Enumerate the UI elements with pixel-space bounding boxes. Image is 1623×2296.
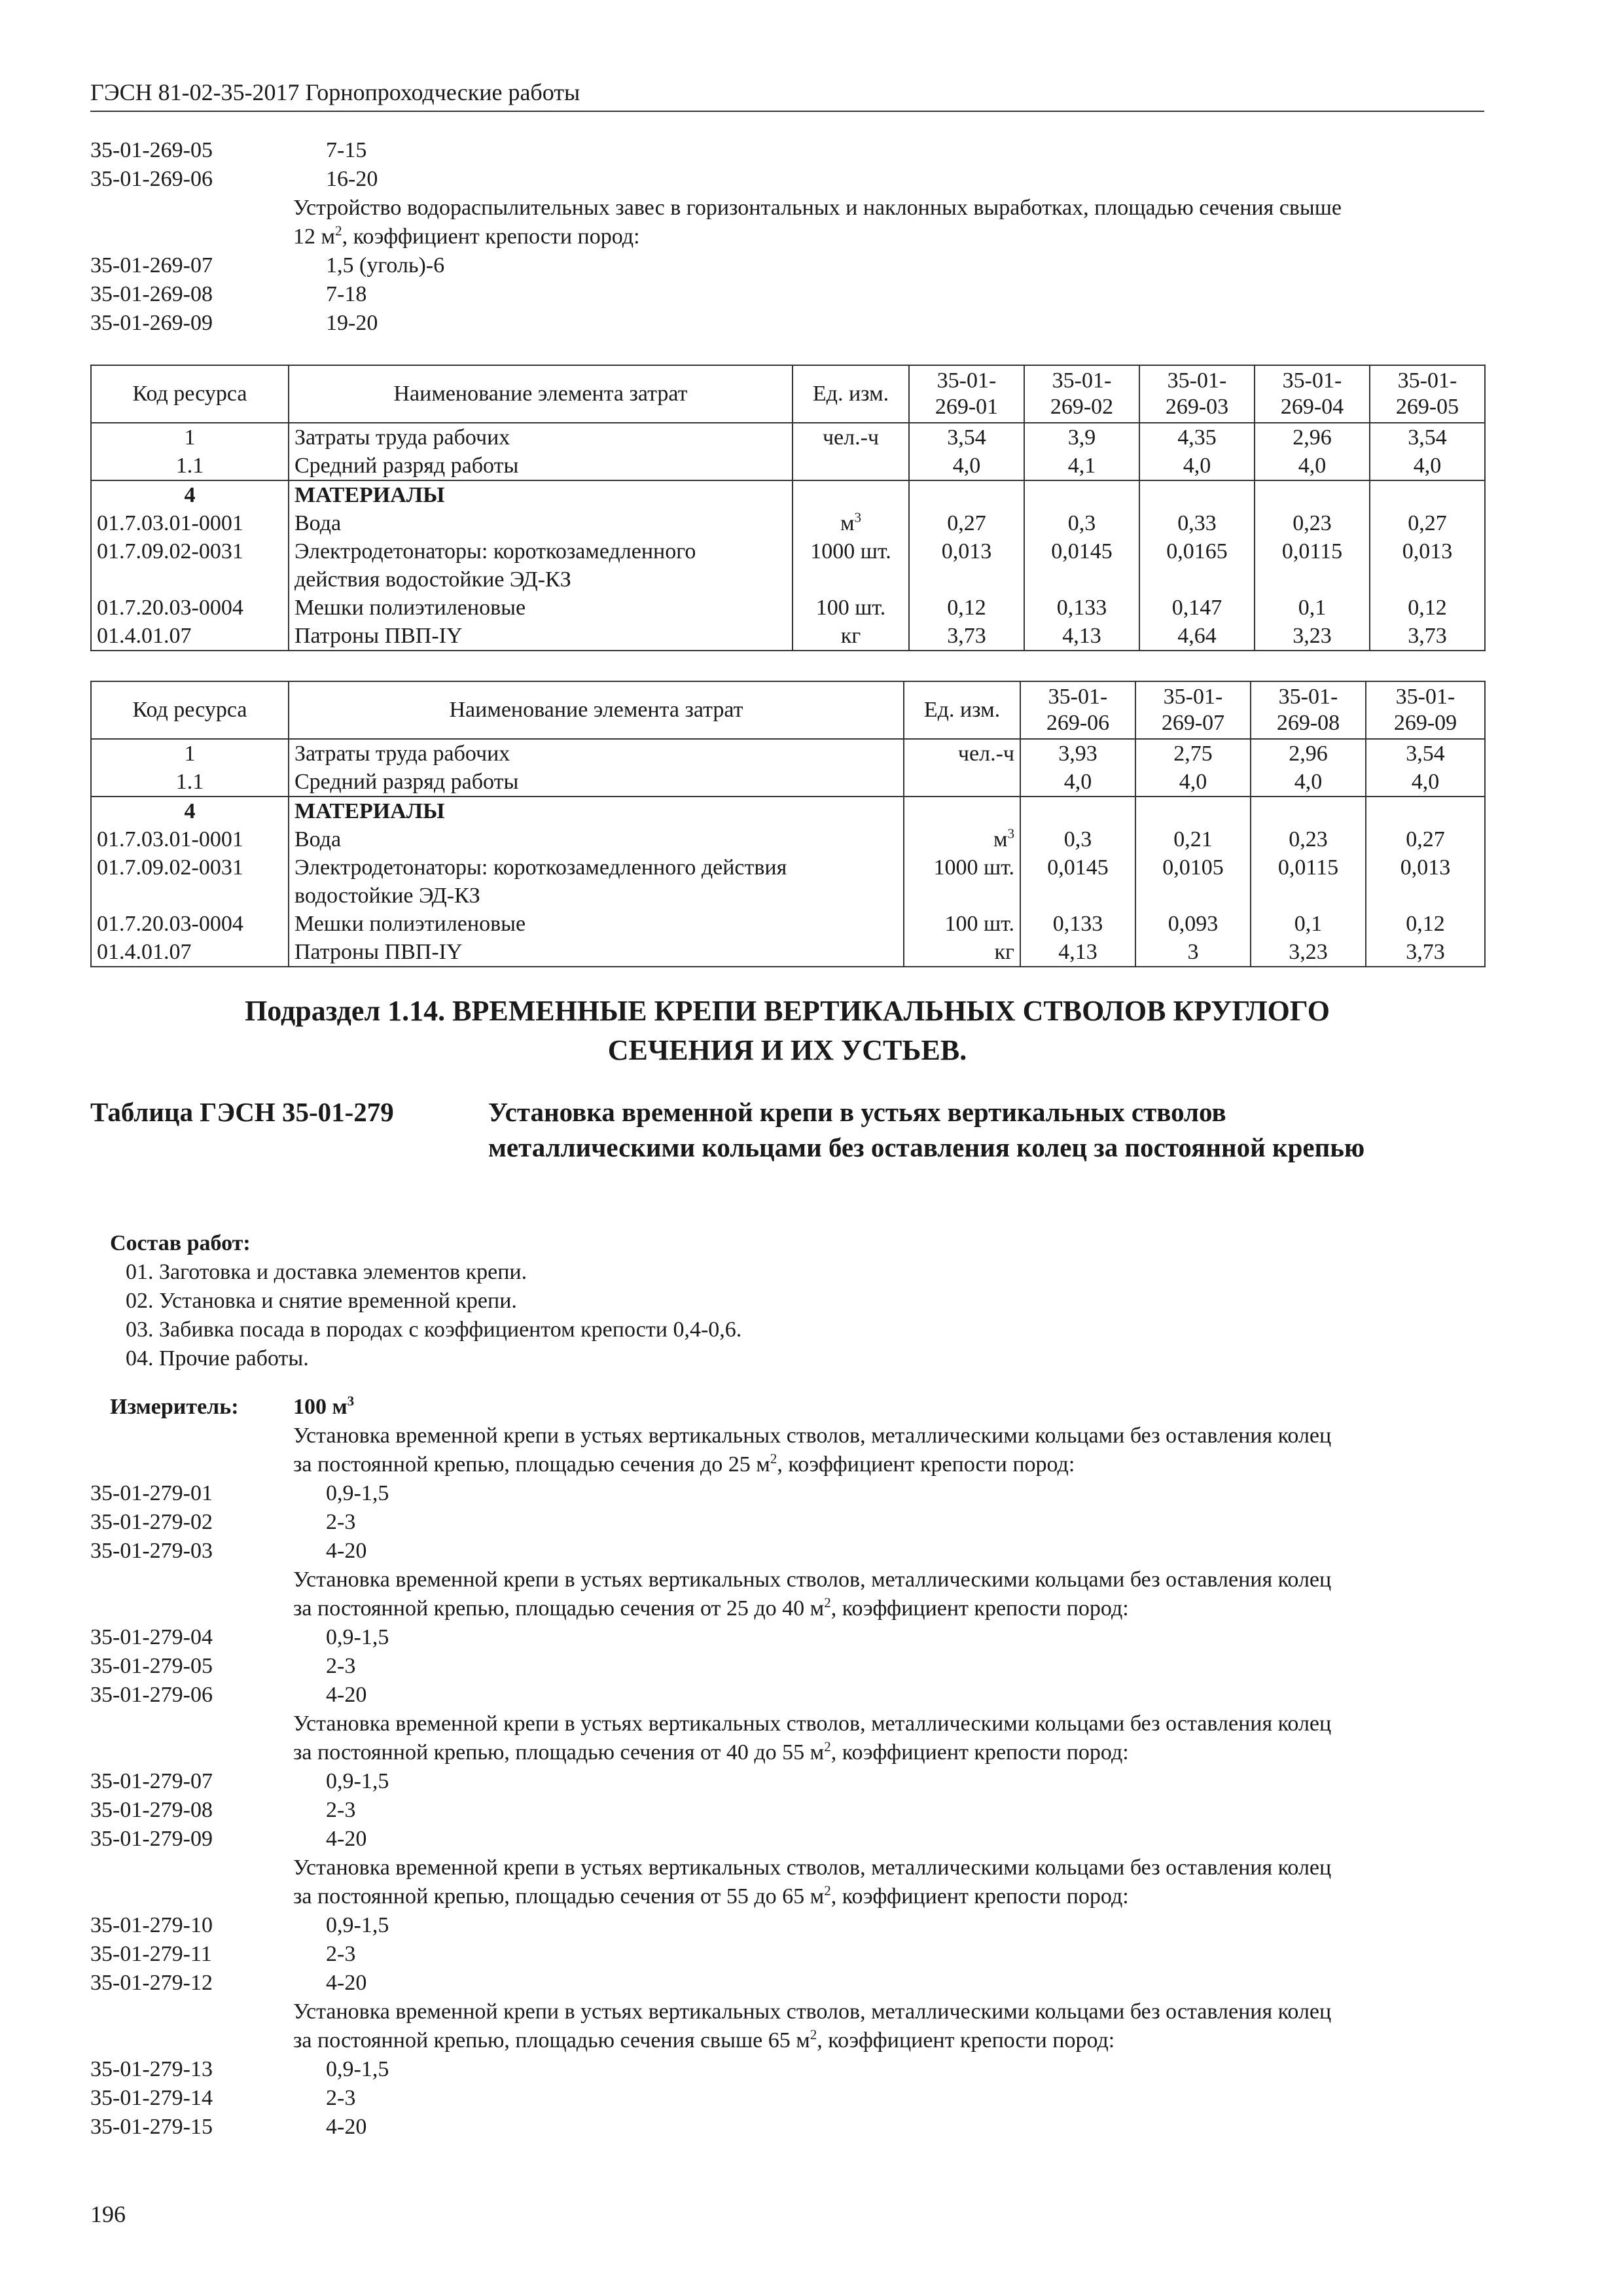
cell-value: 0,0115 xyxy=(1255,537,1370,565)
works-item: 03. Забивка посада в породах с коэффициентом крепости 0,4-0,6. xyxy=(126,1318,742,1342)
list-item xyxy=(90,2084,1484,2113)
cell-name: водостойкие ЭД-КЗ xyxy=(289,882,904,910)
header-norm xyxy=(1255,365,1370,423)
superscript: 3 xyxy=(854,509,862,526)
cell-name: Электродетонаторы: короткозамедленного действия xyxy=(289,853,904,882)
cell-value: 3,54 xyxy=(1370,423,1485,452)
cell-value: 4,0 xyxy=(1370,452,1485,480)
description-line: Устройство водораспылительных завес в горизонтальных и наклонных выработках, площадью сечения свыше xyxy=(293,196,1342,220)
norm-group xyxy=(90,1566,1484,1710)
header-norm-bottom: 269-07 xyxy=(1161,711,1225,735)
superscript: 3 xyxy=(347,1393,355,1409)
group-description xyxy=(90,1998,1484,2055)
cell-value: 0,1 xyxy=(1251,910,1366,938)
cell-code: 4 xyxy=(91,797,289,825)
header-norm xyxy=(1139,365,1255,423)
norm-value: 0,9-1,5 xyxy=(326,2056,389,2081)
superscript: 2 xyxy=(824,1594,831,1611)
norm-code: 35-01-279-13 xyxy=(90,2056,213,2081)
table-row xyxy=(91,739,1485,768)
cell-value: 0,27 xyxy=(909,509,1024,537)
norm-code: 35-01-279-07 xyxy=(90,1768,213,1793)
cell-code: 1 xyxy=(91,739,289,768)
norm-value: 2-3 xyxy=(326,1941,356,1966)
norm-group xyxy=(90,1422,1484,1566)
description-line xyxy=(293,1738,1484,1767)
description-line xyxy=(293,1882,1484,1911)
header-norm-bottom: 269-02 xyxy=(1050,395,1114,419)
norm-value: 2-3 xyxy=(326,1653,356,1678)
norm-group xyxy=(90,1998,1484,2142)
list-item xyxy=(90,1940,1484,1969)
header-norm-bottom: 269-08 xyxy=(1276,711,1340,735)
description-line xyxy=(293,1450,1484,1479)
norm-value: 2-3 xyxy=(326,1797,356,1822)
cell-unit xyxy=(793,452,909,480)
description-text: , коэффициент крепости пород: xyxy=(777,1452,1075,1477)
cell-value: 0,013 xyxy=(1366,853,1485,882)
works-composition xyxy=(110,1229,1419,1373)
cell-value: 4,0 xyxy=(909,452,1024,480)
measure-value xyxy=(293,1393,354,1422)
cell-value: 0,33 xyxy=(1139,509,1255,537)
top-code-list xyxy=(90,136,1484,338)
group-description xyxy=(90,1566,1484,1623)
section-heading xyxy=(90,992,1484,1070)
header-norm-bottom: 269-03 xyxy=(1165,395,1229,419)
cell-value: 4,0 xyxy=(1255,452,1370,480)
list-item xyxy=(90,251,1484,280)
header-title: ГЭСН 81-02-35-2017 Горнопроходческие работы xyxy=(90,79,580,105)
table-row xyxy=(91,853,1485,882)
cell-unit: 100 шт. xyxy=(904,910,1020,938)
cell-unit: 100 шт. xyxy=(793,594,909,622)
header-norm xyxy=(1251,681,1366,739)
cell-value: 4,1 xyxy=(1024,452,1139,480)
cell-value: 0,12 xyxy=(1370,594,1485,622)
cell-code: 1.1 xyxy=(91,452,289,480)
table-row xyxy=(91,910,1485,938)
norm-value: 4-20 xyxy=(326,1682,367,1707)
table-row xyxy=(91,622,1485,651)
cell-value: 3,9 xyxy=(1024,423,1139,452)
description-text: , коэффициент крепости пород: xyxy=(830,1596,1129,1621)
header-norm-top: 35-01- xyxy=(1395,685,1455,709)
norm-code: 35-01-279-06 xyxy=(90,1682,213,1707)
table-row xyxy=(91,565,1485,594)
cell-unit xyxy=(904,825,1020,853)
cell-code: 1 xyxy=(91,423,289,452)
superscript: 2 xyxy=(770,1450,777,1467)
cell-value: 0,133 xyxy=(1024,594,1139,622)
header-name: Наименование элемента затрат xyxy=(289,365,793,423)
resource-table-1 xyxy=(90,365,1486,651)
list-item xyxy=(90,1796,1484,1825)
cell-value: 0,1 xyxy=(1255,594,1370,622)
cell-value: 0,0105 xyxy=(1135,853,1251,882)
cell-value: 0,133 xyxy=(1020,910,1135,938)
norm-code: 35-01-279-03 xyxy=(90,1538,213,1563)
cell-name: Затраты труда рабочих xyxy=(289,739,904,768)
header-norm-bottom: 269-05 xyxy=(1395,395,1459,419)
page-number: 196 xyxy=(90,2201,126,2227)
cell-code: 01.7.09.02-0031 xyxy=(91,537,289,565)
cell-name: Патроны ПВП-IY xyxy=(289,938,904,967)
cell-value: 4,64 xyxy=(1139,622,1255,651)
norm-code: 35-01-269-09 xyxy=(90,310,213,335)
description-text: за постоянной крепью, площадью сечения от 55 до 65 м xyxy=(293,1884,825,1909)
table-heading-label: Таблица ГЭСН 35-01-279 xyxy=(90,1097,394,1127)
norm-value: 19-20 xyxy=(326,310,378,335)
cell-code: 01.7.20.03-0004 xyxy=(91,594,289,622)
header-name: Наименование элемента затрат xyxy=(289,681,904,739)
cell-value: 4,13 xyxy=(1020,938,1135,967)
header-norm xyxy=(1366,681,1485,739)
norm-value: 0,9-1,5 xyxy=(326,1768,389,1793)
table-row xyxy=(91,882,1485,910)
cell-code: 01.7.20.03-0004 xyxy=(91,910,289,938)
norm-value: 0,9-1,5 xyxy=(326,1912,389,1937)
cell-unit: 1000 шт. xyxy=(793,537,909,565)
cell-value: 0,23 xyxy=(1251,825,1366,853)
table-row xyxy=(91,537,1485,565)
header-norm-top: 35-01- xyxy=(1282,368,1342,393)
cell-name: Электродетонаторы: короткозамедленного xyxy=(289,537,793,565)
header-norm xyxy=(1135,681,1251,739)
norm-value: 4-20 xyxy=(326,1538,367,1563)
norm-value: 16-20 xyxy=(326,166,378,191)
norm-code: 35-01-279-10 xyxy=(90,1912,213,1937)
section-heading-line: Подраздел 1.14. ВРЕМЕННЫЕ КРЕПИ ВЕРТИКАЛЬНЫХ СТВОЛОВ КРУГЛОГО xyxy=(245,995,1330,1027)
cell-value: 2,96 xyxy=(1251,739,1366,768)
norm-code: 35-01-279-08 xyxy=(90,1797,213,1822)
cell-name: Средний разряд работы xyxy=(289,452,793,480)
header-unit: Ед. изм. xyxy=(904,681,1020,739)
unit-text: м xyxy=(840,511,855,535)
cell-value: 3,73 xyxy=(1370,622,1485,651)
cell-value: 4,0 xyxy=(1020,768,1135,797)
cell-value: 3,73 xyxy=(909,622,1024,651)
description-line: Установка временной крепи в устьях вертикальных стволов, металлическими кольцами без оставления колец xyxy=(293,1712,1332,1736)
cell-value: 0,0145 xyxy=(1020,853,1135,882)
description-text: , коэффициент крепости пород: xyxy=(830,1884,1129,1909)
cell-value: 4,0 xyxy=(1139,452,1255,480)
cell-code: 01.7.03.01-0001 xyxy=(91,509,289,537)
norm-value: 7-15 xyxy=(326,137,367,162)
measure-unit xyxy=(110,1393,503,1422)
cell-value: 3,54 xyxy=(909,423,1024,452)
cell-value: 0,0145 xyxy=(1024,537,1139,565)
list-item xyxy=(90,165,1484,194)
list-item xyxy=(90,1911,1484,1940)
cell-code: 1.1 xyxy=(91,768,289,797)
norm-code: 35-01-269-05 xyxy=(90,137,213,162)
description-text: , коэффициент крепости пород: xyxy=(830,1740,1129,1765)
description-text: 12 м xyxy=(293,224,336,249)
unit-text: м xyxy=(993,827,1008,852)
header-norm xyxy=(1370,365,1485,423)
cell-name: Вода xyxy=(289,509,793,537)
list-item xyxy=(90,1969,1484,1998)
header-norm-top: 35-01- xyxy=(1048,685,1108,709)
cell-value: 3,23 xyxy=(1251,938,1366,967)
table-row xyxy=(91,768,1485,797)
description-line: Установка временной крепи в устьях вертикальных стволов, металлическими кольцами без оставления колец xyxy=(293,2000,1332,2024)
cell-value: 3,73 xyxy=(1366,938,1485,967)
description-text: за постоянной крепью, площадью сечения от 40 до 55 м xyxy=(293,1740,825,1765)
table-row xyxy=(91,938,1485,967)
norm-code: 35-01-269-08 xyxy=(90,281,213,306)
cell-unit: чел.-ч xyxy=(793,423,909,452)
table-row xyxy=(91,509,1485,537)
cell-code: 01.4.01.07 xyxy=(91,622,289,651)
norm-code: 35-01-279-09 xyxy=(90,1826,213,1851)
cell-value: 0,093 xyxy=(1135,910,1251,938)
header-norm-bottom: 269-09 xyxy=(1393,711,1457,735)
section-heading-line: СЕЧЕНИЯ И ИХ УСТЬЕВ. xyxy=(607,1034,967,1066)
list-item xyxy=(90,1767,1484,1796)
list-item xyxy=(90,1623,1484,1652)
cell-name: действия водостойкие ЭД-КЗ xyxy=(289,565,793,594)
table-row xyxy=(91,452,1485,480)
description-text: за постоянной крепью, площадью сечения до 25 м xyxy=(293,1452,770,1477)
header-norm-bottom: 269-04 xyxy=(1280,395,1344,419)
norm-code: 35-01-279-11 xyxy=(90,1941,212,1966)
cell-value: 0,0115 xyxy=(1251,853,1366,882)
cell-code xyxy=(91,882,289,910)
norm-value: 2-3 xyxy=(326,2085,356,2110)
cell-value: 0,0165 xyxy=(1139,537,1255,565)
works-item: 04. Прочие работы. xyxy=(126,1346,309,1371)
cell-value: 4,0 xyxy=(1366,768,1485,797)
cell-value: 2,75 xyxy=(1135,739,1251,768)
group-description xyxy=(90,1854,1484,1911)
cell-value: 3,54 xyxy=(1366,739,1485,768)
cell-unit: 1000 шт. xyxy=(904,853,1020,882)
list-item xyxy=(90,2055,1484,2084)
list-item xyxy=(90,1681,1484,1710)
description-line xyxy=(293,2026,1484,2055)
superscript: 2 xyxy=(824,1738,831,1755)
list-item xyxy=(90,280,1484,309)
header-norm-top: 35-01- xyxy=(1163,685,1223,709)
cell-code: 01.7.09.02-0031 xyxy=(91,853,289,882)
norm-value: 1,5 (уголь)-6 xyxy=(326,253,445,278)
norm-value: 4-20 xyxy=(326,1970,367,1995)
header-norm xyxy=(1024,365,1139,423)
cell-value: 0,013 xyxy=(909,537,1024,565)
header-norm-bottom: 269-06 xyxy=(1046,711,1110,735)
cell-value: 4,0 xyxy=(1251,768,1366,797)
cell-name: Средний разряд работы xyxy=(289,768,904,797)
cell-value: 0,12 xyxy=(909,594,1024,622)
norm-group xyxy=(90,1854,1484,1998)
table-row xyxy=(91,480,1485,509)
cell-value: 0,12 xyxy=(1366,910,1485,938)
cell-code: 01.4.01.07 xyxy=(91,938,289,967)
header-norm-top: 35-01- xyxy=(1278,685,1338,709)
list-item xyxy=(90,309,1484,338)
description-line: Установка временной крепи в устьях вертикальных стволов, металлическими кольцами без оставления колец xyxy=(293,1568,1332,1592)
cell-name: Вода xyxy=(289,825,904,853)
list-item xyxy=(90,1479,1484,1508)
cell-value: 0,013 xyxy=(1370,537,1485,565)
norm-code: 35-01-279-14 xyxy=(90,2085,213,2110)
cell-value: 4,0 xyxy=(1135,768,1251,797)
norm-value: 2-3 xyxy=(326,1509,356,1534)
table-row xyxy=(91,825,1485,853)
running-header xyxy=(90,77,1484,112)
description-line xyxy=(293,1594,1484,1623)
list-item xyxy=(90,136,1484,165)
cell-code: 01.7.03.01-0001 xyxy=(91,825,289,853)
header-code: Код ресурса xyxy=(91,681,289,739)
description-text: , коэффициент крепости пород: xyxy=(342,224,640,249)
list-item xyxy=(90,2113,1484,2142)
table-header-row xyxy=(91,365,1485,423)
description-text: за постоянной крепью, площадью сечения от 25 до 40 м xyxy=(293,1596,825,1621)
header-norm-top: 35-01- xyxy=(936,368,997,393)
norm-code: 35-01-279-01 xyxy=(90,1480,213,1505)
norm-groups xyxy=(90,1422,1484,2142)
list-item xyxy=(90,1537,1484,1566)
header-norm xyxy=(909,365,1024,423)
superscript: 2 xyxy=(824,1882,831,1899)
norm-group xyxy=(90,1710,1484,1854)
norm-code: 35-01-269-06 xyxy=(90,166,213,191)
measure-value-text: 100 м xyxy=(293,1395,348,1419)
cell-unit: кг xyxy=(904,938,1020,967)
norm-value: 7-18 xyxy=(326,281,367,306)
table-header-row xyxy=(91,681,1485,739)
cell-name: Патроны ПВП-IY xyxy=(289,622,793,651)
superscript: 2 xyxy=(335,223,342,239)
norm-code: 35-01-279-05 xyxy=(90,1653,213,1678)
list-item xyxy=(90,1825,1484,1854)
norm-value: 4-20 xyxy=(326,2114,367,2139)
header-norm xyxy=(1020,681,1135,739)
group-description xyxy=(90,1710,1484,1767)
description-line xyxy=(293,223,1484,251)
cell-name: Мешки полиэтиленовые xyxy=(289,910,904,938)
group-description xyxy=(90,1422,1484,1479)
cell-name: Затраты труда рабочих xyxy=(289,423,793,452)
norm-code: 35-01-279-12 xyxy=(90,1970,213,1995)
list-item xyxy=(90,1508,1484,1537)
cell-value: 3,23 xyxy=(1255,622,1370,651)
cell-value: 2,96 xyxy=(1255,423,1370,452)
list-item xyxy=(90,1652,1484,1681)
norm-code: 35-01-269-07 xyxy=(90,253,213,278)
cell-unit xyxy=(904,768,1020,797)
cell-code xyxy=(91,565,289,594)
table-row xyxy=(91,797,1485,825)
table-row xyxy=(91,423,1485,452)
norm-value: 0,9-1,5 xyxy=(326,1624,389,1649)
cell-name: МАТЕРИАЛЫ xyxy=(289,480,793,509)
cell-value: 3,93 xyxy=(1020,739,1135,768)
norm-code: 35-01-279-04 xyxy=(90,1624,213,1649)
description-line: Установка временной крепи в устьях вертикальных стволов, металлическими кольцами без оставления колец xyxy=(293,1424,1332,1448)
norm-value: 4-20 xyxy=(326,1826,367,1851)
norm-value: 0,9-1,5 xyxy=(326,1480,389,1505)
header-norm-top: 35-01- xyxy=(1052,368,1112,393)
norm-code: 35-01-279-15 xyxy=(90,2114,213,2139)
header-norm-top: 35-01- xyxy=(1397,368,1457,393)
cell-unit: кг xyxy=(793,622,909,651)
cell-value: 0,27 xyxy=(1366,825,1485,853)
header-norm-top: 35-01- xyxy=(1167,368,1227,393)
cell-value: 0,147 xyxy=(1139,594,1255,622)
works-item: 01. Заготовка и доставка элементов крепи. xyxy=(126,1260,527,1284)
group-description xyxy=(90,194,1484,251)
norm-code: 35-01-279-02 xyxy=(90,1509,213,1534)
cell-value: 0,23 xyxy=(1255,509,1370,537)
cell-name: Мешки полиэтиленовые xyxy=(289,594,793,622)
header-unit: Ед. изм. xyxy=(793,365,909,423)
header-code: Код ресурса xyxy=(91,365,289,423)
description-text: за постоянной крепью, площадью сечения свыше 65 м xyxy=(293,2028,810,2053)
table-heading-text: Установка временной крепи в устьях вертикальных стволов металлическими кольцами без оставления колец за постоянной крепью xyxy=(488,1097,1365,1162)
cell-value: 0,27 xyxy=(1370,509,1485,537)
description-line: Установка временной крепи в устьях вертикальных стволов, металлическими кольцами без оставления колец xyxy=(293,1856,1332,1880)
cell-value: 0,3 xyxy=(1020,825,1135,853)
cell-value: 4,35 xyxy=(1139,423,1255,452)
cell-name: МАТЕРИАЛЫ xyxy=(289,797,904,825)
cell-unit: чел.-ч xyxy=(904,739,1020,768)
cell-code: 4 xyxy=(91,480,289,509)
resource-table-2 xyxy=(90,681,1486,967)
cell-value: 4,13 xyxy=(1024,622,1139,651)
cell-unit xyxy=(793,509,909,537)
works-title: Состав работ: xyxy=(110,1231,251,1255)
table-row xyxy=(91,594,1485,622)
description-text: , коэффициент крепости пород: xyxy=(817,2028,1115,2053)
header-norm-bottom: 269-01 xyxy=(935,395,999,419)
superscript: 3 xyxy=(1007,825,1014,842)
cell-value: 0,3 xyxy=(1024,509,1139,537)
cell-value: 0,21 xyxy=(1135,825,1251,853)
works-item: 02. Установка и снятие временной крепи. xyxy=(126,1289,517,1313)
cell-value: 3 xyxy=(1135,938,1251,967)
superscript: 2 xyxy=(810,2026,817,2043)
measure-label: Измеритель: xyxy=(110,1395,239,1419)
